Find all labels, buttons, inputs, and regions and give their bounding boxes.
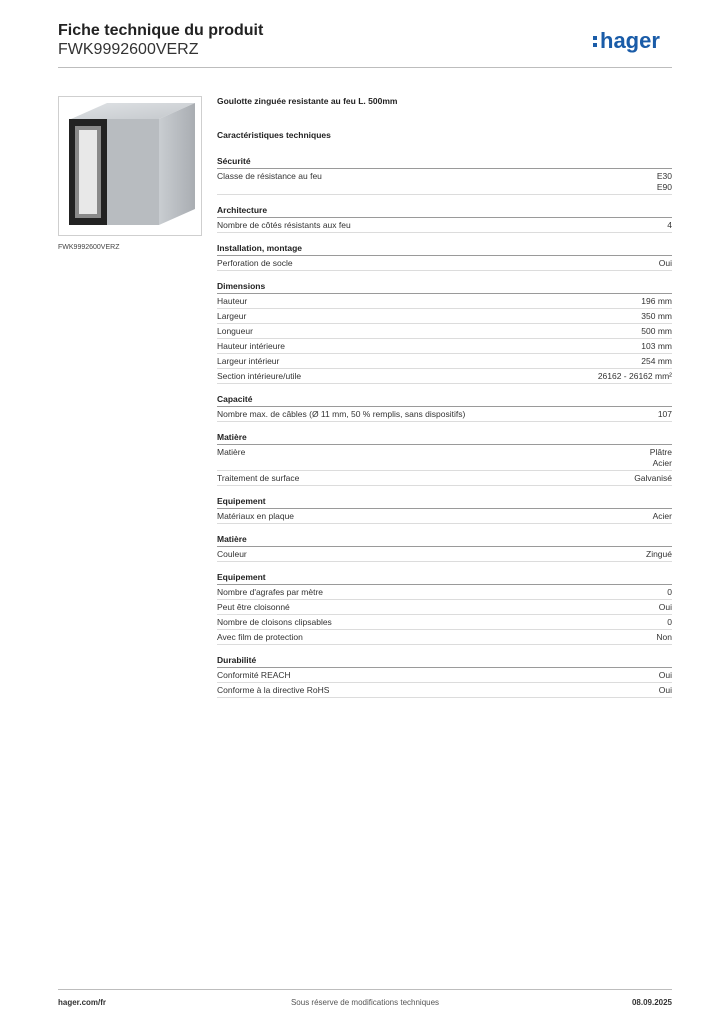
image-caption: FWK9992600VERZ <box>58 244 120 251</box>
spec-row <box>217 324 672 339</box>
spec-label: Classe de résistance au feu <box>217 170 322 181</box>
spec-value <box>641 341 672 352</box>
product-image <box>58 96 202 236</box>
spec-value <box>659 670 672 681</box>
spec-section <box>217 572 672 645</box>
spec-section <box>217 432 672 486</box>
spec-value <box>650 447 672 469</box>
spec-value <box>598 371 672 382</box>
spec-value-line: Galvanisé <box>634 472 672 483</box>
spec-row <box>217 294 672 309</box>
spec-label: Avec film de protection <box>217 631 303 642</box>
spec-label: Nombre de cloisons clipsables <box>217 616 332 627</box>
section-heading: Matière <box>217 534 672 547</box>
spec-row <box>217 509 672 524</box>
spec-value-line: Oui <box>658 601 672 612</box>
spec-row <box>217 615 672 630</box>
spec-value <box>657 171 672 193</box>
spec-row <box>217 369 672 384</box>
spec-label: Nombre max. de câbles (Ø 11 mm, 50 % remplis, sans dispositifs) <box>217 408 466 419</box>
spec-label: Nombre de côtés résistants aux feu <box>217 219 351 230</box>
page-header <box>58 22 263 60</box>
footer-notice: Sous réserve de modifications techniques <box>290 998 440 1007</box>
spec-label: Largeur <box>217 310 247 321</box>
section-heading: Dimensions <box>217 281 672 294</box>
spec-section <box>217 156 672 195</box>
spec-value-line: Oui <box>658 669 672 680</box>
spec-row <box>217 547 672 562</box>
cable-duct-illustration <box>59 97 201 235</box>
spec-value-line: 0 <box>667 586 672 597</box>
spec-label: Traitement de surface <box>217 472 300 483</box>
spec-row <box>217 339 672 354</box>
spec-label: Largeur intérieur <box>217 355 280 366</box>
spec-row <box>217 256 672 271</box>
spec-value-line: 196 mm <box>641 295 672 306</box>
spec-value-line: Oui <box>658 684 672 695</box>
spec-row <box>217 471 672 486</box>
spec-value-line: 103 mm <box>641 340 672 351</box>
spec-section <box>217 534 672 562</box>
spec-value <box>659 258 672 269</box>
spec-value-line: Acier <box>652 510 672 521</box>
spec-value-line: Plâtre <box>649 446 672 457</box>
footer-divider <box>58 989 672 990</box>
spec-label: Hauteur intérieure <box>217 340 286 351</box>
spec-label: Conformité REACH <box>217 669 291 680</box>
spec-value <box>653 511 672 522</box>
footer-website: hager.com/fr <box>58 998 107 1007</box>
spec-value-line: 254 mm <box>641 355 672 366</box>
header-divider <box>58 67 672 68</box>
spec-row <box>217 354 672 369</box>
spec-label: Section intérieure/utile <box>217 370 302 381</box>
spec-label: Matière <box>217 446 246 457</box>
hager-logo <box>592 26 672 56</box>
spec-value <box>667 617 672 628</box>
spec-row <box>217 600 672 615</box>
spec-value <box>641 326 672 337</box>
spec-value-line: Zingué <box>646 548 672 559</box>
section-heading: Capacité <box>217 394 672 407</box>
spec-value-line: Non <box>656 631 672 642</box>
spec-label: Longueur <box>217 325 253 336</box>
section-heading: Equipement <box>217 572 672 585</box>
section-heading: Architecture <box>217 205 672 218</box>
spec-row <box>217 309 672 324</box>
spec-label: Matériaux en plaque <box>217 510 295 521</box>
spec-label: Perforation de socle <box>217 257 293 268</box>
spec-value-line: 0 <box>667 616 672 627</box>
specs-heading: Caractéristiques techniques <box>217 130 331 140</box>
footer-date: 08.09.2025 <box>631 998 672 1007</box>
spec-row <box>217 169 672 195</box>
spec-content <box>217 96 672 708</box>
spec-row <box>217 218 672 233</box>
spec-value-line: 107 <box>657 408 672 419</box>
spec-section <box>217 281 672 384</box>
spec-label: Couleur <box>217 548 247 559</box>
section-heading: Durabilité <box>217 655 672 668</box>
spec-value <box>646 549 672 560</box>
spec-row <box>217 668 672 683</box>
spec-value <box>667 220 672 231</box>
spec-value-line: 350 mm <box>641 310 672 321</box>
spec-row <box>217 445 672 471</box>
spec-value <box>658 409 672 420</box>
spec-sections <box>217 156 672 698</box>
spec-row <box>217 630 672 645</box>
spec-row <box>217 407 672 422</box>
spec-label: Conforme à la directive RoHS <box>217 684 330 695</box>
spec-label: Peut être cloisonné <box>217 601 290 612</box>
spec-label: Hauteur <box>217 295 248 306</box>
product-description: Goulotte zinguée resistante au feu L. 500mm <box>217 96 398 106</box>
spec-value-line: 4 <box>667 219 672 230</box>
spec-section <box>217 243 672 271</box>
spec-value-line: Acier <box>652 457 672 468</box>
spec-value-line: Oui <box>658 257 672 268</box>
spec-section <box>217 655 672 698</box>
spec-row <box>217 585 672 600</box>
spec-value <box>667 587 672 598</box>
section-heading: Equipement <box>217 496 672 509</box>
logo-text: hager <box>600 28 660 53</box>
spec-value <box>659 602 672 613</box>
spec-value <box>641 296 672 307</box>
spec-row <box>217 683 672 698</box>
spec-value <box>641 356 672 367</box>
spec-section <box>217 205 672 233</box>
product-reference: FWK9992600VERZ <box>58 41 199 58</box>
section-heading: Sécurité <box>217 156 672 169</box>
spec-value <box>656 632 672 643</box>
section-heading: Installation, montage <box>217 243 672 256</box>
spec-value-line: E30 <box>656 170 672 181</box>
spec-value-line: 500 mm <box>641 325 672 336</box>
spec-value-line: 26162 - 26162 mm² <box>597 370 672 381</box>
page-title: Fiche technique du produit <box>58 22 264 39</box>
spec-section <box>217 496 672 524</box>
spec-value <box>634 473 672 484</box>
spec-section <box>217 394 672 422</box>
spec-value <box>659 685 672 696</box>
section-heading: Matière <box>217 432 672 445</box>
spec-label: Nombre d'agrafes par mètre <box>217 586 324 597</box>
spec-value-line: E90 <box>656 181 672 192</box>
spec-value <box>641 311 672 322</box>
